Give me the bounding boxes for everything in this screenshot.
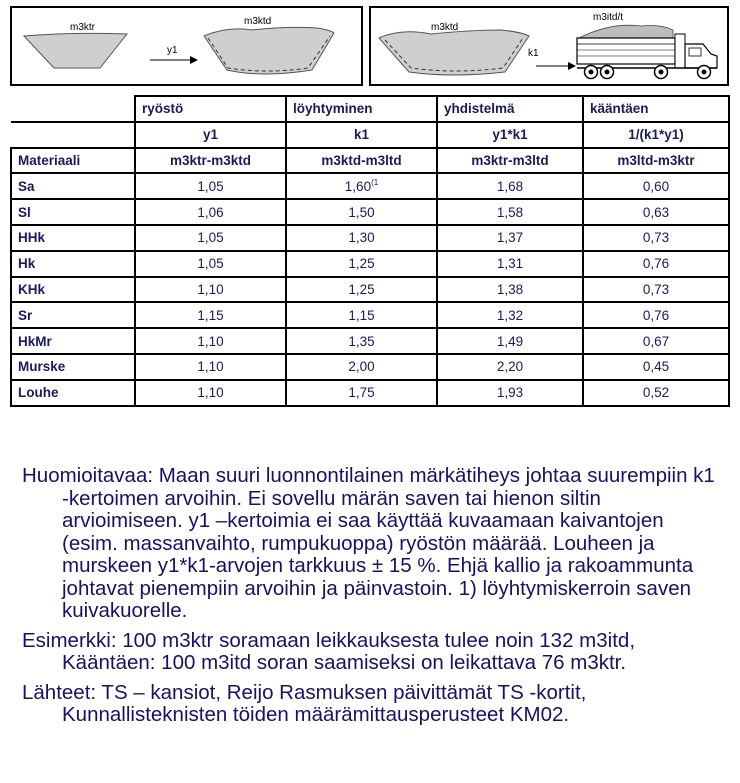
y1-cell: 1,10 (135, 354, 286, 380)
inverse-cell: 0,76 (583, 302, 729, 328)
y1k1-cell: 2,20 (437, 354, 583, 380)
y1k1-cell: 1,31 (437, 251, 583, 277)
inverse-cell: 0,63 (583, 199, 729, 225)
k1-cell: 1,75 (286, 380, 437, 406)
column-header-kaantaen: kääntäen (583, 96, 729, 122)
natural-ground-shape (24, 33, 127, 68)
label-m3ktd: m3ktd (431, 22, 459, 33)
diagram-loyhtyminen (369, 6, 729, 86)
table-row (11, 173, 729, 199)
inverse-cell: 0,73 (583, 225, 729, 251)
material-cell: Sl (11, 199, 135, 225)
coeff-header-y1k1: y1*k1 (437, 122, 583, 148)
material-cell: Hk (11, 251, 135, 277)
table-row (11, 380, 729, 406)
coeff-header-inverse: 1/(k1*y1) (583, 122, 729, 148)
y1k1-cell: 1,68 (437, 173, 583, 199)
y1-cell: 1,10 (135, 277, 286, 303)
k1-cell: 1,35 (286, 328, 437, 354)
inverse-cell: 0,73 (583, 277, 729, 303)
material-cell: HkMr (11, 328, 135, 354)
arrow-head-icon (190, 56, 198, 64)
coefficient-table (10, 95, 730, 407)
material-cell: KHk (11, 277, 135, 303)
footnote-marker: (1 (371, 177, 379, 187)
note-lahteet: Lähteet: TS – kansiot, Reijo Rasmuksen päivittämät TS -kortit, Kunnallisteknisten töiden määrämittausperusteet KM02. (22, 680, 587, 726)
k1-cell: 2,00 (286, 354, 437, 380)
k1-cell: 1,25 (286, 277, 437, 303)
y1-cell: 1,06 (135, 199, 286, 225)
material-cell: Louhe (11, 380, 135, 406)
k1-cell: 1,15 (286, 302, 437, 328)
inverse-cell: 0,60 (583, 173, 729, 199)
y1k1-cell: 1,38 (437, 277, 583, 303)
unit-header-y1k1: m3ktr-m3ltd (437, 148, 583, 174)
k1-cell: 1,30 (286, 225, 437, 251)
label-m3ktd: m3ktd (244, 16, 272, 27)
table-row (11, 199, 729, 225)
table-row (11, 277, 729, 303)
inverse-cell: 0,76 (583, 251, 729, 277)
y1-cell: 1,10 (135, 380, 286, 406)
y1-cell: 1,05 (135, 173, 286, 199)
label-m3ktr: m3ktr (70, 22, 95, 33)
table-row (11, 225, 729, 251)
dump-truck-icon (577, 25, 717, 78)
note-esimerkki: Esimerkki: 100 m3ktr soramaan leikkauksesta tulee noin 132 m3itd, Kääntäen: 100 m3itd soran saamiseksi on leikattava 76 m3ktr. (22, 628, 636, 674)
label-y1: y1 (167, 45, 178, 56)
y1k1-cell: 1,32 (437, 302, 583, 328)
y1k1-cell: 1,37 (437, 225, 583, 251)
k1-cell: 1,50 (286, 199, 437, 225)
material-cell: Murske (11, 354, 135, 380)
k1-cell: 1,25 (286, 251, 437, 277)
y1-cell: 1,10 (135, 328, 286, 354)
table-row (11, 251, 729, 277)
coeff-header-y1: y1 (135, 122, 286, 148)
column-header-yhdistelma: yhdistelmä (437, 96, 583, 122)
k1-cell (286, 173, 437, 199)
y1-cell: 1,15 (135, 302, 286, 328)
table-row (11, 328, 729, 354)
table-header-row-group (11, 96, 729, 122)
y1-cell: 1,05 (135, 251, 286, 277)
unit-header-k1: m3ktd-m3ltd (286, 148, 437, 174)
inverse-cell: 0,67 (583, 328, 729, 354)
column-header-loyhtyminen: löyhtyminen (286, 96, 437, 122)
label-k1: k1 (528, 48, 539, 59)
table-header-row-coeff (11, 122, 729, 148)
table-row (11, 302, 729, 328)
unit-header-y1: m3ktr-m3ktd (135, 148, 286, 174)
note-huomioitavaa: Huomioitavaa: Maan suuri luonnontilainen märkätiheys johtaa suurempiin k1 -kertoimen arvoihin. Ei sovellu märän saven tai hienon siltin arvioimiseen. y1 –kertoimia ei saa käyttää kuvaamaan kaivantojen (esim. massanvaihto, rumpukuoppa) ryöstön määrää. Louheen ja murskeen y1*k1-arvojen tarkkuus ± 15 %. Ehjä kallio ja rakoammunta johtavat pienempiin arvoihin ja päinvastoin. 1) löyhtymiskerroin saven kuivakuorelle. (22, 464, 715, 622)
inverse-cell: 0,52 (583, 380, 729, 406)
material-cell: HHk (11, 225, 135, 251)
unit-header-inverse: m3ltd-m3ktr (583, 148, 729, 174)
y1k1-cell: 1,93 (437, 380, 583, 406)
table-row (11, 354, 729, 380)
y1-cell: 1,05 (135, 225, 286, 251)
y1k1-cell: 1,58 (437, 199, 583, 225)
column-header-ryosto: ryöstö (135, 96, 286, 122)
notes-section (22, 465, 722, 734)
k1-value: 1,60 (344, 178, 372, 194)
material-cell: Sa (11, 173, 135, 199)
y1k1-cell: 1,49 (437, 328, 583, 354)
diagram-ryosto (10, 6, 363, 86)
inverse-cell: 0,45 (583, 354, 729, 380)
excavated-pile-shape (379, 30, 529, 75)
label-m3itd-t: m3itd/t (593, 12, 624, 23)
material-cell: Sr (11, 302, 135, 328)
coeff-header-k1: k1 (286, 122, 437, 148)
material-header: Materiaali (11, 148, 135, 174)
excavated-pile-shape (204, 27, 334, 74)
table-header-row-units (11, 148, 729, 174)
arrow-head-icon (568, 62, 576, 70)
